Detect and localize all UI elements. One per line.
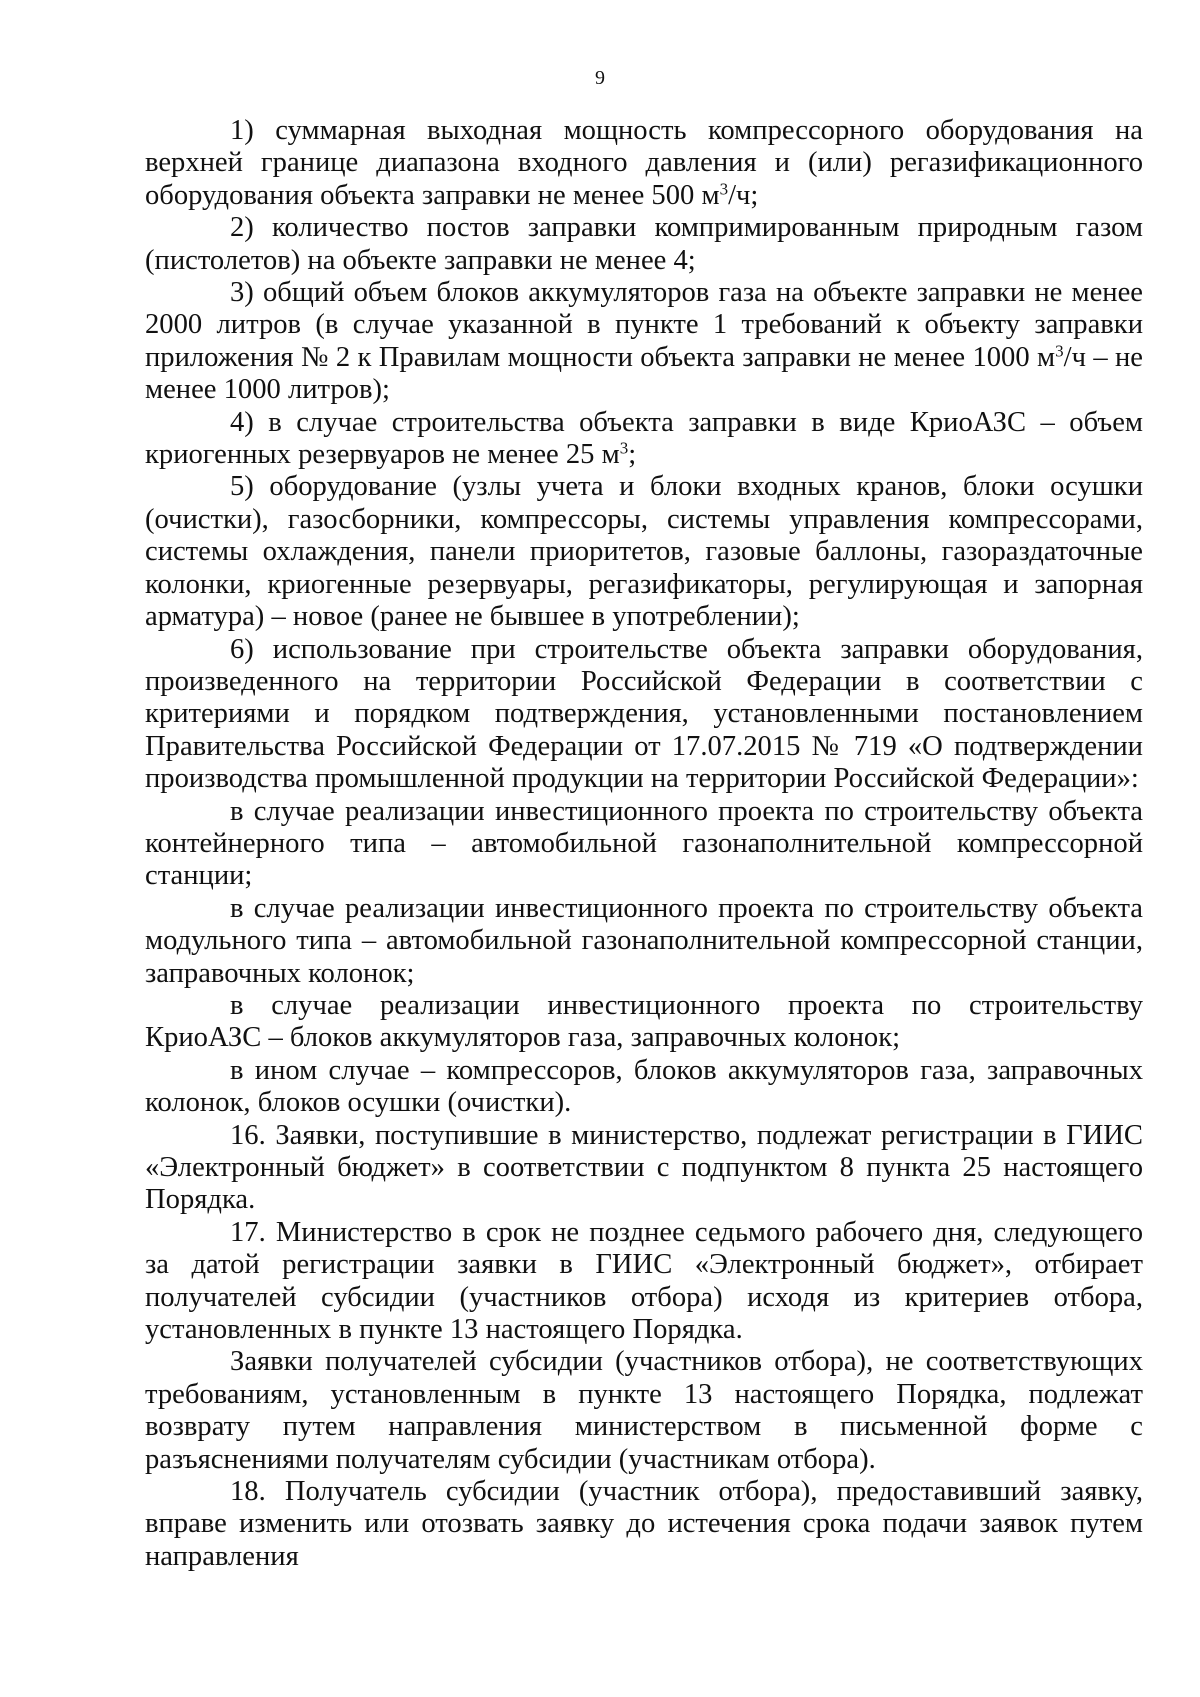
paragraph-text: 4) в случае строительства объекта заправки в виде КриоАЗС – объем криогенных резервуаров не менее 25 м	[145, 406, 1143, 471]
body-text	[145, 115, 1143, 1573]
superscript: 3	[719, 179, 729, 199]
paragraph-text: 18. Получатель субсидии (участник отбора), предоставивший заявку, вправе изменить или отозвать заявку до истечения срока подачи заявок путем направления	[145, 1476, 1143, 1572]
paragraph-modular-type	[145, 893, 1143, 990]
paragraph-container-type	[145, 796, 1143, 893]
paragraph-text: в ином случае – компрессоров, блоков аккумуляторов газа, заправочных колонок, блоков осушки (очистки).	[145, 1054, 1143, 1119]
paragraph-item-2-posts	[145, 212, 1143, 277]
paragraph-text: 1) суммарная выходная мощность компрессорного оборудования на верхней границе диапазона входного давления и (или) регазификационного оборудования объекта заправки не менее 500 м	[145, 115, 1143, 211]
paragraph-text: Заявки получателей субсидии (участников отбора), не соответствующих требованиям, установленным в пункте 13 настоящего Порядка, подлежат возврату путем направления министерством в письменной форме с разъяснениями получателям субсидии (участникам отбора).	[145, 1346, 1143, 1475]
page-number: 9	[595, 67, 605, 89]
paragraph-tail: /ч;	[728, 179, 759, 211]
paragraph-tail: ;	[628, 439, 637, 471]
paragraph-text: 2) количество постов заправки компримированным природным газом (пистолетов) на объекте заправки не менее 4;	[145, 212, 1143, 276]
paragraph-text: в случае реализации инвестиционного проекта по строительству объекта модульного типа – автомобильной газонаполнительной компрессорной станции, заправочных колонок;	[145, 892, 1143, 989]
paragraph-other-case	[145, 1055, 1143, 1120]
paragraph-text: 17. Министерство в срок не позднее седьмого рабочего дня, следующего за датой регистрации заявки в ГИИС «Электронный бюджет», отбирает получателей субсидии (участников отбора) исходя из критериев отбора, установленных в пункте 13 настоящего Порядка.	[145, 1216, 1143, 1346]
paragraph-text: 6) использование при строительстве объекта заправки оборудования, произведенного на территории Российской Федерации в соответствии с критериями и порядком подтверждения, установленными постановлением Правительства Российской Федерации от 17.07.2015 № 719 «О подтверждении производства промышленной продукции на территории Российской Федерации»:	[145, 633, 1143, 795]
paragraph-text: 5) оборудование (узлы учета и блоки входных кранов, блоки осушки (очистки), газосборники, компрессоры, системы управления компрессорами, системы охлаждения, панели приоритетов, газовые баллоны, газораздаточные колонки, криогенные резервуары, регазификаторы, регулирующая и запорная арматура) – новое (ранее не бывшее в употреблении);	[145, 471, 1143, 633]
paragraph-rejection	[145, 1346, 1143, 1476]
superscript: 3	[619, 438, 629, 458]
superscript: 3	[1055, 341, 1064, 361]
paragraph-item-4-cryo	[145, 407, 1143, 472]
paragraph-item-6-domestic	[145, 634, 1143, 796]
paragraph-text: в случае реализации инвестиционного проекта по строительству объекта контейнерного типа – автомобильной газонаполнительной компрессорной станции;	[145, 795, 1143, 892]
paragraph-clause-18	[145, 1476, 1143, 1573]
paragraph-tail: /ч – не менее 1000 литров);	[145, 341, 1143, 406]
paragraph-cryo-station	[145, 990, 1143, 1055]
paragraph-item-1-power	[145, 115, 1143, 212]
paragraph-text: в случае реализации инвестиционного проекта по строительству КриоАЗС – блоков аккумуляторов газа, заправочных колонок;	[145, 989, 1143, 1054]
paragraph-clause-16	[145, 1120, 1143, 1217]
paragraph-item-5-equipment	[145, 471, 1143, 633]
paragraph-item-3-volume	[145, 277, 1143, 407]
paragraph-text: 3) общий объем блоков аккумуляторов газа на объекте заправки не менее 2000 литров (в случае указанной в пункте 1 требований к объекту заправки приложения № 2 к Правилам мощности объекта заправки не менее 1000 м	[145, 277, 1143, 373]
paragraph-clause-17	[145, 1217, 1143, 1347]
paragraph-text: 16. Заявки, поступившие в министерство, подлежат регистрации в ГИИС «Электронный бюджет» в соответствии с подпунктом 8 пункта 25 настоящего Порядка.	[145, 1119, 1143, 1216]
